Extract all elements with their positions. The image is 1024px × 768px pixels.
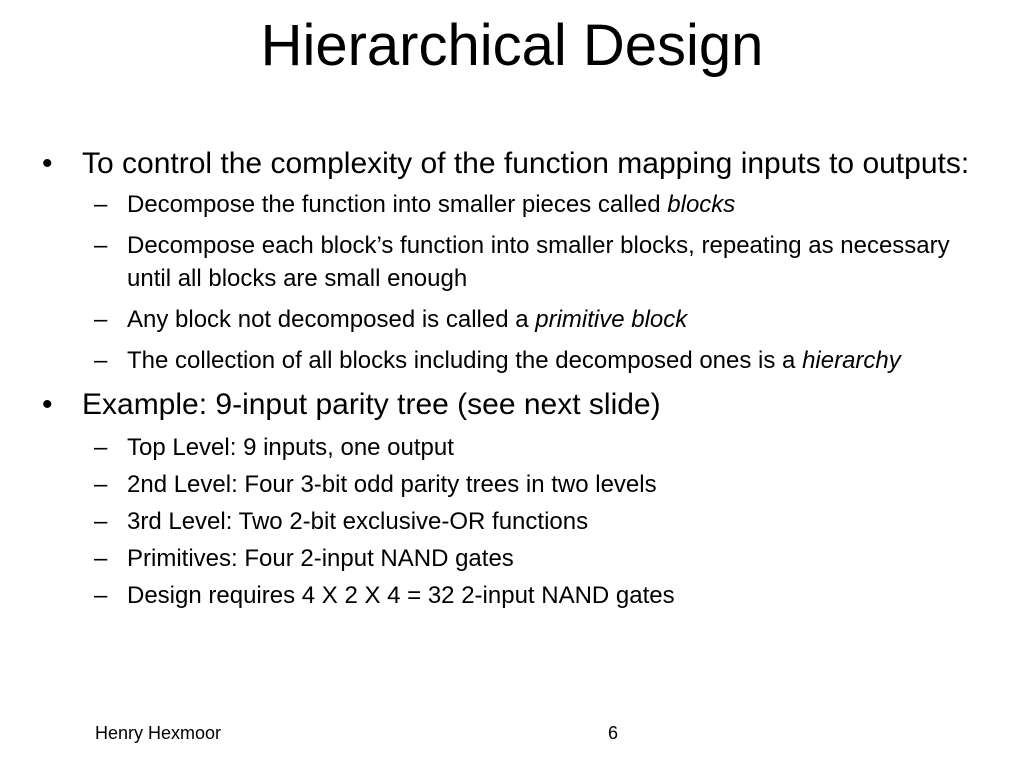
sub-bullet-text: Decompose the function into smaller pieces called bbox=[127, 191, 668, 218]
sub-bullet-emphasis: primitive block bbox=[535, 306, 688, 333]
sub-bullet-item bbox=[38, 303, 988, 336]
sub-bullet-text: Any block not decomposed is called a bbox=[127, 306, 536, 333]
sub-bullet-text: Design requires 4 X 2 X 4 = 32 2-input NAND gates bbox=[127, 582, 675, 609]
bullet-text: To control the complexity of the function mapping inputs to outputs: bbox=[82, 147, 970, 180]
sub-bullet-item bbox=[38, 188, 988, 221]
sub-bullet-emphasis: blocks bbox=[667, 191, 736, 218]
slide-content bbox=[38, 144, 988, 616]
sub-bullet-text: The collection of all blocks including the decomposed ones is a bbox=[127, 347, 803, 374]
sub-bullet-item bbox=[38, 505, 988, 538]
sub-bullet-item bbox=[38, 579, 988, 612]
dash-icon: – bbox=[94, 306, 108, 333]
sub-bullet-item bbox=[38, 431, 988, 464]
bullet-item bbox=[38, 144, 988, 184]
bullet-dot-icon: • bbox=[42, 388, 53, 421]
dash-icon: – bbox=[94, 191, 108, 218]
bullet-dot-icon: • bbox=[42, 147, 53, 180]
sub-bullet-text: 3rd Level: Two 2-bit exclusive-OR functions bbox=[127, 508, 589, 535]
bullet-text: Example: 9-input parity tree (see next slide) bbox=[82, 388, 661, 421]
slide-title: Hierarchical Design bbox=[260, 13, 764, 78]
dash-icon: – bbox=[94, 545, 108, 572]
sub-bullet-text: Decompose each block’s function into smaller blocks, repeating as necessary until all blocks are small enough bbox=[127, 232, 950, 292]
footer-author: Henry Hexmoor bbox=[95, 723, 222, 743]
sub-bullet-item bbox=[38, 344, 988, 377]
dash-icon: – bbox=[94, 471, 108, 498]
sub-bullet-item bbox=[38, 229, 988, 295]
dash-icon: – bbox=[94, 347, 108, 374]
sub-bullet-item bbox=[38, 468, 988, 501]
sub-bullet-text: Top Level: 9 inputs, one output bbox=[127, 434, 454, 461]
dash-icon: – bbox=[94, 232, 108, 259]
sub-bullet-item bbox=[38, 542, 988, 575]
sub-bullet-emphasis: hierarchy bbox=[802, 347, 901, 374]
sub-bullet-text: Primitives: Four 2-input NAND gates bbox=[127, 545, 514, 572]
footer-page-number: 6 bbox=[608, 723, 619, 743]
dash-icon: – bbox=[94, 434, 108, 461]
dash-icon: – bbox=[94, 582, 108, 609]
dash-icon: – bbox=[94, 508, 108, 535]
sub-bullet-text: 2nd Level: Four 3-bit odd parity trees in two levels bbox=[127, 471, 657, 498]
bullet-item bbox=[38, 385, 988, 425]
